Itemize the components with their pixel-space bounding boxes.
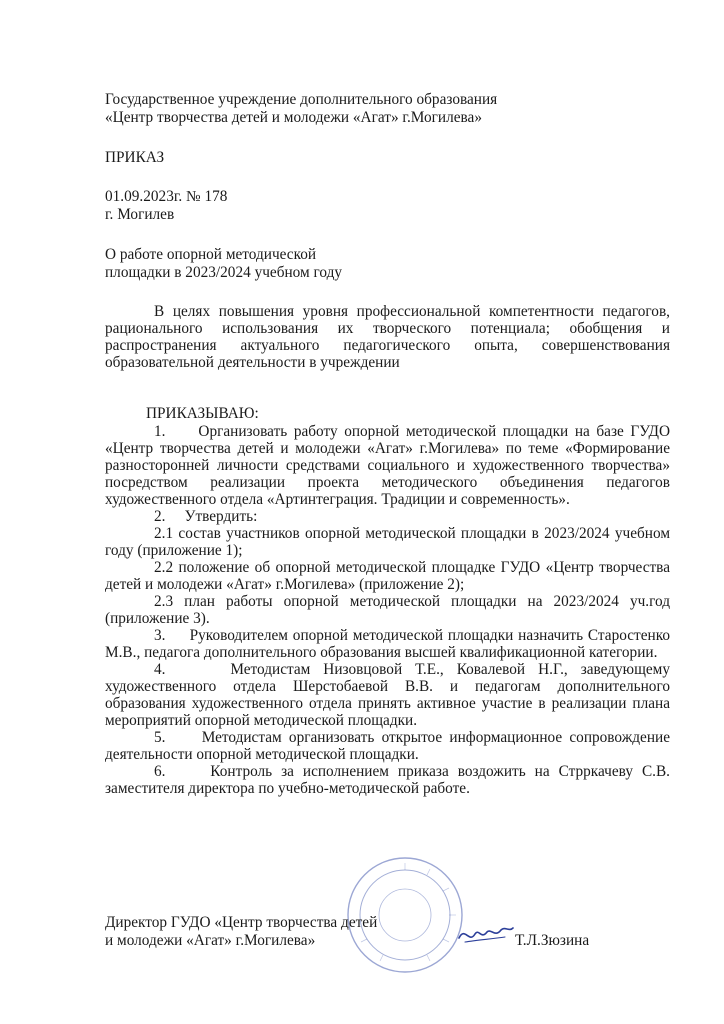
item-number: 6.: [154, 763, 166, 780]
signatory-position-line2: и молодежи «Агат» г.Могилева»: [105, 932, 316, 949]
item-text: Руководителем опорной методической площадки назначить Старостенко М.В., педагога дополнительного образования высшей квалификационной категории.: [105, 627, 670, 661]
preamble: [105, 303, 670, 371]
handwritten-signature: [455, 920, 515, 950]
item-text: Организовать работу опорной методической площадки на базе ГУДО «Центр творчества детей и молодежи «Агат» г.Могилева» по теме «Формирование разносторонней личности средствами социального и художественного творчества» посредством реализации проекта методического объединения педагогов художественного отдела «Артинтеграция. Традиции и современность».: [105, 423, 670, 508]
item-text: Утвердить:: [184, 508, 258, 525]
signatory-name: Т.Л.Зюзина: [515, 932, 590, 949]
item-number: 2.: [154, 508, 166, 525]
order-word: ПРИКАЗЫВАЮ:: [146, 405, 259, 422]
item-text: Методистам организовать открытое информационное сопровождение деятельности опорной методической площадки.: [105, 729, 670, 763]
subject-line2: площадки в 2023/2024 учебном году: [105, 264, 343, 281]
order-item-3: [105, 627, 670, 661]
order-item-4: [105, 661, 670, 729]
document-city: г. Могилев: [105, 206, 175, 223]
subject-line1: О работе опорной методической: [105, 246, 317, 263]
order-subitem-2-2: 2.2 положение об опорной методической площадке ГУДО «Центр творчества детей и молодежи «Агат» г.Могилева» (приложение 2);: [105, 559, 670, 593]
document-type: ПРИКАЗ: [105, 149, 165, 166]
order-item-5: [105, 729, 670, 763]
item-text: Контроль за исполнением приказа воздожить на Стрркачеву С.В. заместителя директора по учебно-методической работе.: [105, 763, 671, 797]
order-item-2: [105, 508, 670, 525]
order-subitem-2-1: 2.1 состав участников опорной методической площадки в 2023/2024 учебном году (приложение 1);: [105, 525, 670, 559]
item-number: 1.: [154, 423, 166, 440]
order-item-6: [105, 763, 670, 797]
preamble-text: В целях повышения уровня профессиональной компетентности педагогов, рационального использования их творческого потенциала; обобщения и распространения актуального педагогического опыта, совершенствования образовательной деятельности в учреждении: [105, 303, 670, 371]
document-date-number: 01.09.2023г. № 178: [105, 188, 228, 205]
order-items: [105, 423, 670, 797]
item-number: 5.: [154, 729, 166, 746]
org-name-line1: Государственное учреждение дополнительного образования: [105, 91, 498, 108]
item-number: 3.: [154, 627, 166, 644]
item-number: 4.: [154, 661, 166, 678]
order-subitem-2-3: 2.3 план работы опорной методической площадки на 2023/2024 уч.год (приложение 3).: [105, 593, 670, 627]
org-name-line2: «Центр творчества детей и молодежи «Агат» г.Могилева»: [105, 109, 482, 126]
item-text: Методистам Низовцовой Т.Е., Ковалевой Н.Г., заведующему художественного отдела Шерстобаевой В.В. и педагогам дополнительного образования художественного отдела принять активное участие в реализации плана мероприятий опорной методической площадки.: [105, 661, 671, 729]
signatory-position-line1: Директор ГУДО «Центр творчества детей: [105, 914, 378, 931]
order-item-1: [105, 423, 670, 508]
